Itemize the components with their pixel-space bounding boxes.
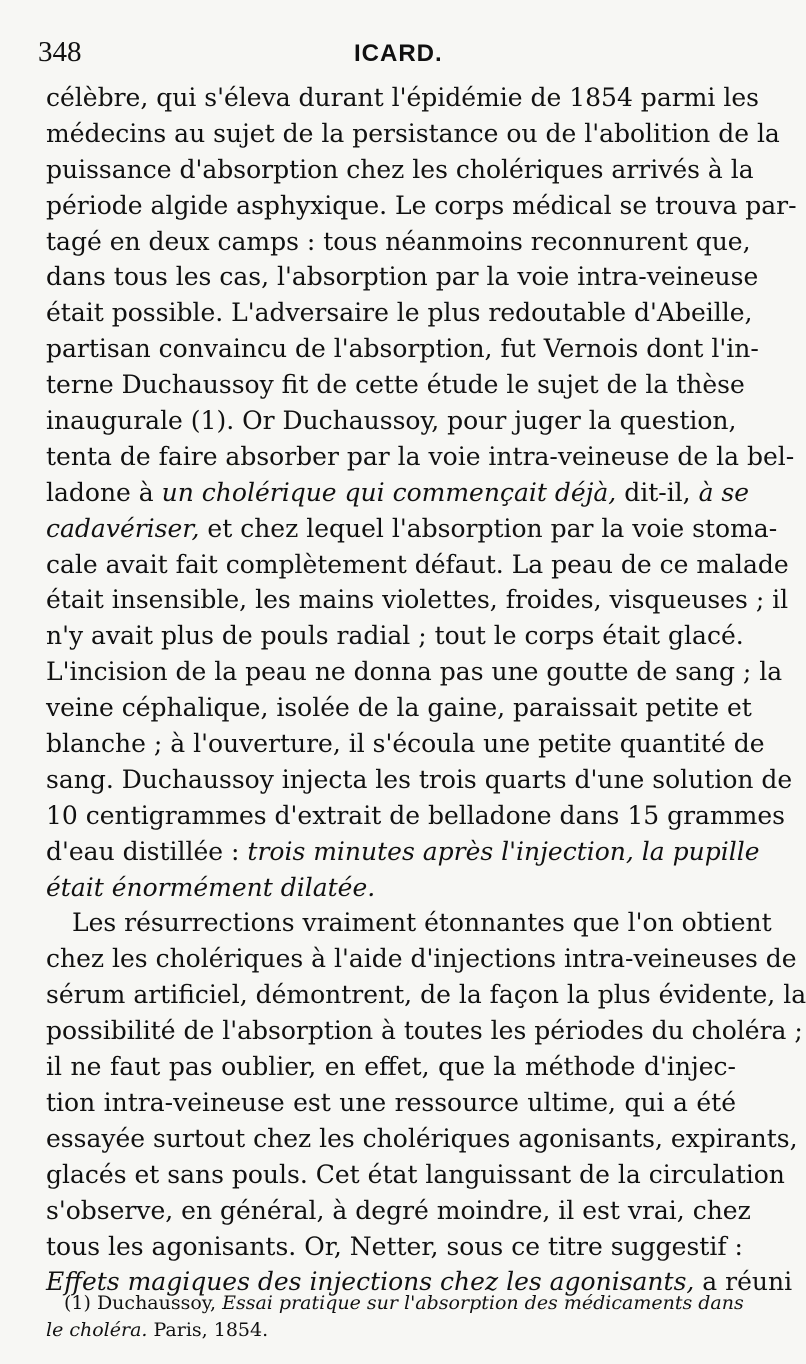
text-run [634, 837, 642, 866]
text-run: et chez lequel l'absorption par la voie stoma- [199, 513, 778, 543]
body-line: partisan convaincu de l'absorption, fut Vernois dont l'in- [46, 334, 759, 364]
footnotes [46, 1290, 744, 1344]
italic-run: le choléra. [46, 1319, 148, 1341]
italic-run: Effets magiques des injections chez les agonisants, [46, 1267, 695, 1297]
body-line: tagé en deux camps : tous néanmoins reconnurent que, [46, 226, 751, 256]
italic-run: cadavériser, [46, 513, 200, 543]
body-line: était possible. L'adversaire le plus redoutable d'Abeille, [46, 298, 753, 328]
italic-run: à se [698, 477, 750, 507]
italic-run: Essai pratique sur l'absorption des médicaments dans [222, 1292, 744, 1314]
body-line: tion intra-veineuse est une ressource ultime, qui a été [46, 1087, 736, 1117]
body-line: chez les cholériques à l'aide d'injections intra-veineuses de [46, 944, 797, 974]
body-line: s'observe, en général, à degré moindre, il est vrai, chez [46, 1195, 751, 1225]
body-line: tous les agonisants. Or, Netter, sous ce titre suggestif : [46, 1231, 743, 1261]
body-line: tenta de faire absorber par la voie intra-veineuse de la bel- [46, 441, 795, 471]
body-line [46, 834, 760, 870]
page-number: 348 [38, 36, 82, 68]
page-header [38, 34, 750, 70]
body-line: sang. Duchaussoy injecta les trois quarts d'une solution de [46, 764, 793, 794]
body-line [46, 511, 778, 547]
body-line: Les résurrections vraiment étonnantes que l'on obtient [72, 908, 772, 938]
text-run: (1) Duchaussoy, [64, 1292, 223, 1314]
body-line: veine céphalique, isolée de la gaine, paraissait petite et [46, 693, 752, 723]
body-text [46, 80, 806, 1300]
running-head: ICARD. [354, 40, 443, 67]
body-line [46, 475, 750, 511]
italic-run: un cholérique qui commençait déjà, [161, 477, 617, 507]
body-line: essayée surtout chez les cholériques agonisants, expirants, [46, 1123, 798, 1153]
text-run: ladone à [46, 477, 162, 507]
body-line: dans tous les cas, l'absorption par la voie intra-veineuse [46, 262, 759, 292]
body-line: cale avait fait complètement défaut. La peau de ce malade [46, 549, 789, 579]
body-line [46, 870, 736, 906]
text-run: dit-il, [616, 477, 699, 507]
body-line: période algide asphyxique. Le corps médical se trouva par- [46, 190, 797, 220]
italic-run: la pupille [641, 836, 760, 866]
body-line: puissance d'absorption chez les cholériques arrivés à la [46, 154, 754, 184]
body-line: n'y avait plus de pouls radial ; tout le corps était glacé. [46, 621, 744, 651]
body-line: célèbre, qui s'éleva durant l'épidémie de 1854 parmi les [46, 83, 759, 112]
body-line: L'incision de la peau ne donna pas une goutte de sang ; la [46, 657, 783, 687]
body-line: 10 centigrammes d'extrait de belladone dans 15 grammes [46, 800, 785, 830]
body-line: terne Duchaussoy fit de cette étude le sujet de la thèse [46, 370, 745, 400]
body-line: possibilité de l'absorption à toutes les périodes du choléra ; [46, 1016, 803, 1046]
footnote-line [46, 1290, 744, 1317]
body-line: glacés et sans pouls. Cet état languissant de la circulation [46, 1159, 785, 1189]
body-line: blanche ; à l'ouverture, il s'écoula une petite quantité de [46, 729, 765, 759]
body-line: inaugurale (1). Or Duchaussoy, pour juger la question, [46, 406, 737, 436]
footnote-line [46, 1317, 736, 1344]
body-line: sérum artificiel, démontrent, de la façon la plus évidente, la [46, 980, 806, 1010]
text-run: Paris, 1854. [147, 1319, 269, 1341]
italic-run: était énormément dilatée. [46, 872, 376, 902]
body-line: était insensible, les mains violettes, froides, visqueuses ; il [46, 585, 789, 615]
body-line: médecins au sujet de la persistance ou de l'abolition de la [46, 118, 780, 148]
text-run: a réuni [694, 1267, 793, 1297]
body-line: il ne faut pas oublier, en effet, que la méthode d'injec- [46, 1052, 736, 1082]
italic-run: trois minutes après l'injection, [247, 836, 634, 866]
text-run: d'eau distillée : [46, 836, 248, 866]
